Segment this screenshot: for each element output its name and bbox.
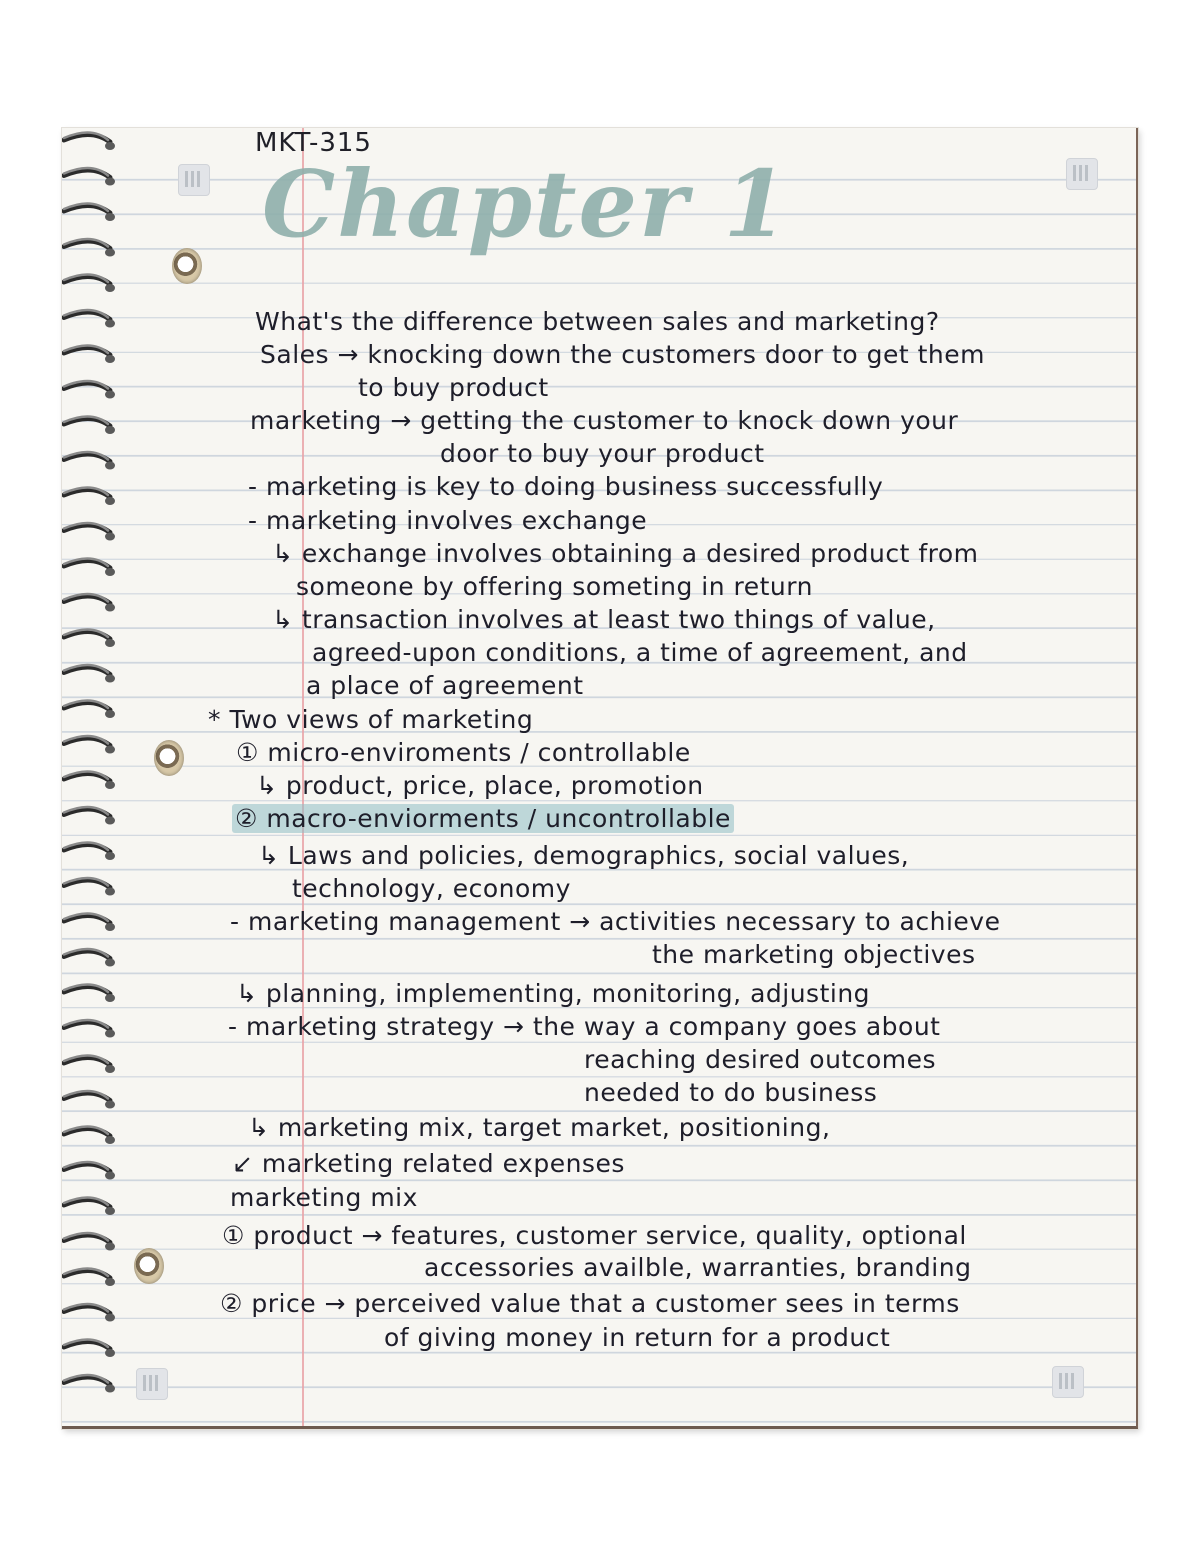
note-line: marketing mix (230, 1183, 418, 1212)
note-line: ↳ transaction involves at least two things of value, (272, 605, 936, 634)
note-line: technology, economy (292, 874, 571, 903)
note-line: - marketing involves exchange (248, 506, 648, 535)
course-code: MKT-315 (255, 128, 372, 158)
note-line: reaching desired outcomes (584, 1045, 937, 1074)
note-line: - marketing is key to doing business successfully (248, 472, 884, 501)
note-line: to buy product (358, 373, 549, 402)
note-line: ↳ exchange involves obtaining a desired product from (272, 539, 979, 568)
note-line: accessories availble, warranties, branding (424, 1253, 972, 1282)
note-line: needed to do business (584, 1078, 878, 1107)
chapter-title: Chapter 1 (262, 150, 790, 258)
note-line: Sales → knocking down the customers door to get them (260, 340, 986, 369)
note-line: a place of agreement (306, 671, 584, 700)
note-line: - marketing management → activities necessary to achieve (230, 907, 1001, 936)
note-line: agreed-upon conditions, a time of agreement, and (312, 638, 968, 667)
note-line: door to buy your product (440, 439, 765, 468)
note-line: the marketing objectives (652, 940, 976, 969)
note-line: of giving money in return for a product (384, 1323, 891, 1352)
note-line: ↳ planning, implementing, monitoring, adjusting (236, 979, 871, 1008)
note-line: ↙ marketing related expenses (232, 1149, 625, 1178)
note-line: ① product → features, customer service, quality, optional (222, 1221, 967, 1250)
note-line: ↳ marketing mix, target market, positioning, (248, 1113, 831, 1142)
note-line: ↳ Laws and policies, demographics, social values, (258, 841, 910, 870)
note-line: someone by offering someting in return (296, 572, 813, 601)
note-line (232, 803, 734, 835)
highlighted-text: ② macro-enviorments / uncontrollable (232, 804, 734, 833)
note-line: - marketing strategy → the way a company goes about (228, 1012, 941, 1041)
note-line: ② price → perceived value that a customer sees in terms (220, 1289, 960, 1318)
note-line: ↳ product, price, place, promotion (256, 771, 704, 800)
note-line: marketing → getting the customer to knock down your (250, 406, 959, 435)
note-line: What's the difference between sales and marketing? (255, 307, 940, 336)
note-line: ① micro-enviroments / controllable (236, 738, 691, 767)
note-line: * Two views of marketing (208, 705, 534, 734)
